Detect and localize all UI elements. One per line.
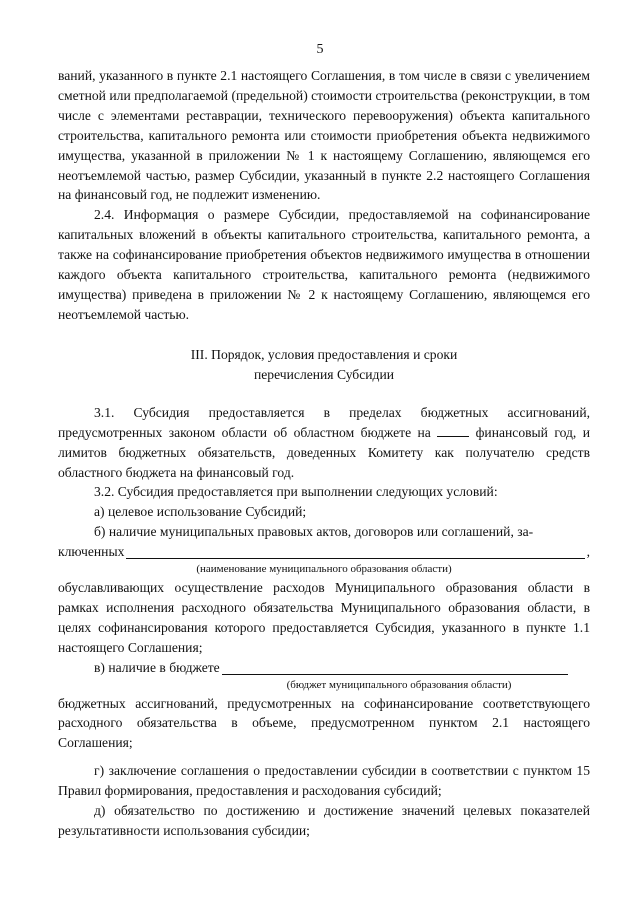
- condition-b-continuation: ключенных: [58, 544, 125, 560]
- condition-v: в) наличие в бюджете: [94, 659, 220, 675]
- condition-b-comma: ,: [586, 544, 590, 560]
- paragraph-3-1-part-1: 3.1. Субсидия предоставляется в пределах бюджетных ассигнований, предусмотренных законом области об областном бюджете на: [58, 404, 590, 440]
- paragraph-3-1: [58, 403, 590, 483]
- budget-blank-line: [222, 660, 568, 675]
- budget-caption: (бюджет муниципального образования области): [286, 678, 512, 691]
- paragraph-3-1-part-2: финансовый год, и лимитов бюджетных обязательств, доведенных Комитету как получателю средств областного бюджета на финансовый год.: [58, 424, 590, 480]
- condition-d: д) обязательство по достижению и достижение значений целевых показателей результативности использования субсидии;: [58, 803, 590, 838]
- condition-v-rest: бюджетных ассигнований, предусмотренных на софинансирование соответствующего расходного обязательства в объеме, предусмотренном пунктом 2.1 настоящего Соглашения;: [58, 695, 590, 751]
- year-blank: [437, 424, 469, 437]
- page-number: 5: [316, 42, 324, 57]
- section-title-line-1: III. Порядок, условия предоставления и сроки: [190, 346, 458, 362]
- condition-b: б) наличие муниципальных правовых актов, договоров или соглашений, за-: [94, 524, 534, 540]
- section-title: [58, 345, 590, 385]
- condition-g: г) заключение соглашения о предоставлении субсидии в соответствии с пунктом 15 Правил формирования, предоставления и расходования субсидий;: [58, 763, 590, 799]
- document-body: [58, 66, 590, 841]
- condition-a: а) целевое использование Субсидий;: [94, 504, 307, 520]
- section-title-line-2: перечисления Субсидии: [254, 366, 394, 382]
- condition-v-fill-row: [58, 658, 590, 678]
- condition-b-rest: обуславливающих осуществление расходов Муниципального образования области в рамках исполнения расходного обязательства Муниципального образования области, в целях софинансирования которого предоставляется Субсидия, указанного в пункте 1.1 настоящего Соглашения;: [58, 580, 590, 655]
- paragraph-2-4: 2.4. Информация о размере Субсидии, предоставляемой на софинансирование капитальных вложений в объекты капитального строительства, капитального ремонта, а также на софинансирование приобретения объектов недвижимого имущества в отношении каждого объекта капитального строительства, капитального ремонта (недвижимого имущества) приведена в приложении № 2 к настоящему Соглашению, являющемся его неотъемлемой частью.: [58, 207, 590, 322]
- municipality-caption: (наименование муниципального образования области): [196, 563, 452, 576]
- paragraph-3-2: 3.2. Субсидия предоставляется при выполнении следующих условий:: [94, 484, 498, 500]
- municipality-blank-line: [126, 544, 584, 559]
- condition-b-fill-row: [58, 542, 590, 562]
- paragraph-continuation: ваний, указанного в пункте 2.1 настоящего Соглашения, в том числе в связи с увеличением сметной или предполагаемой (предельной) стоимости строительства (реконструкции, в том числе с элементами реставрации, технического перевооружения) объекта капитального строительства, капитального ремонта или стоимости приобретения объекта недвижимого имущества, указанной в приложении № 1 к настоящему Соглашению, являющемся его неотъемлемой частью, размер Субсидии, указанный в пункте 2.2 настоящего Соглашения на финансовый год, не подлежит изменению.: [58, 68, 590, 203]
